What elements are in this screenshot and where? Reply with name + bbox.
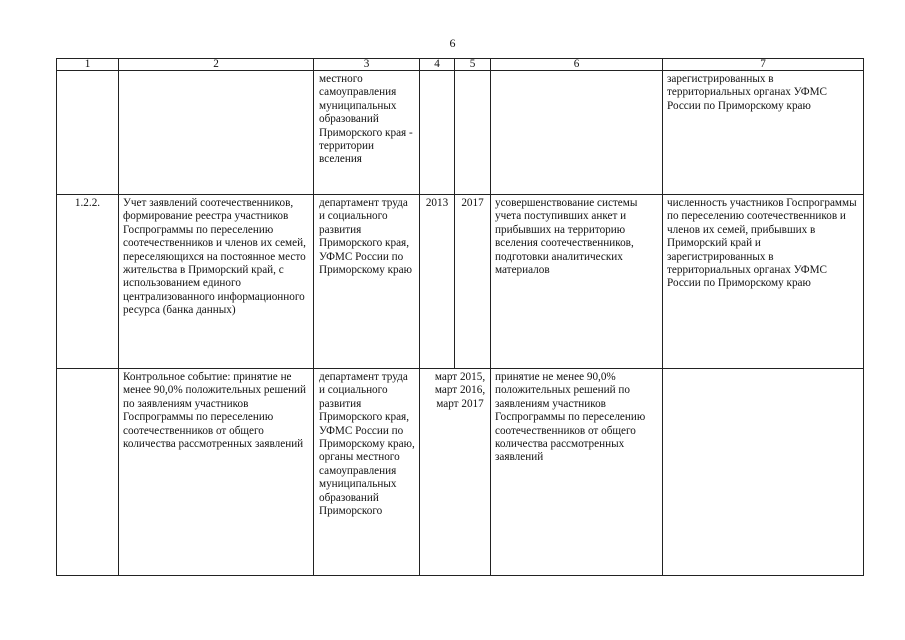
cell-start [420, 71, 455, 195]
cell-number: 1.2.2. [57, 195, 119, 369]
cell-name [119, 71, 314, 195]
header-cell: 3 [314, 59, 420, 71]
cell-executor: департамент труда и социального развития Приморского края, УФМС России по Приморскому краю, органы местного самоуправления муниципальных образований Приморского [314, 369, 420, 576]
cell-dates: март 2015, март 2016, март 2017 [420, 369, 491, 576]
cell-indicator [663, 369, 864, 576]
header-cell: 5 [455, 59, 491, 71]
table-row [57, 369, 864, 576]
cell-result [491, 71, 663, 195]
cell-result: принятие не менее 90,0% положительных решений по заявлениям участников Госпрограммы по переселению соотечественников от общего количества рассмотренных заявлений [491, 369, 663, 576]
cell-executor: департамент труда и социального развития Приморского края, УФМС России по Приморскому краю [314, 195, 420, 369]
cell-number [57, 369, 119, 576]
table-header-row [57, 59, 864, 71]
page-number: 6 [449, 36, 456, 50]
cell-start: 2013 [420, 195, 455, 369]
table-row [57, 195, 864, 369]
header-cell: 2 [119, 59, 314, 71]
cell-result: усовершенствование системы учета поступивших анкет и прибывших на территорию вселения соотечественников, подготовки аналитических материалов [491, 195, 663, 369]
header-cell: 7 [663, 59, 864, 71]
cell-name: Контрольное событие: принятие не менее 90,0% положительных решений по заявлениям участников Госпрограммы по переселению соотечественников от общего количества рассмотренных заявлений [119, 369, 314, 576]
table-row [57, 71, 864, 195]
header-cell: 4 [420, 59, 455, 71]
cell-indicator: численность участников Госпрограммы по переселению соотечественников и членов их семей, прибывших в Приморский край и зарегистрированных в территориальных органах УФМС России по Приморскому краю [663, 195, 864, 369]
cell-name: Учет заявлений соотечественников, формирование реестра участников Госпрограммы по переселению соотечественников и членов их семей, переселяющихся на постоянное место жительства в Приморский край, с использованием единого централизованного информационного ресурса (банка данных) [119, 195, 314, 369]
cell-number [57, 71, 119, 195]
header-cell: 6 [491, 59, 663, 71]
cell-end [455, 71, 491, 195]
cell-indicator: зарегистрированных в территориальных органах УФМС России по Приморскому краю [663, 71, 864, 195]
cell-executor: местного самоуправления муниципальных образований Приморского края - территории вселения [314, 71, 420, 195]
header-cell: 1 [57, 59, 119, 71]
program-table [56, 58, 864, 576]
cell-end: 2017 [455, 195, 491, 369]
